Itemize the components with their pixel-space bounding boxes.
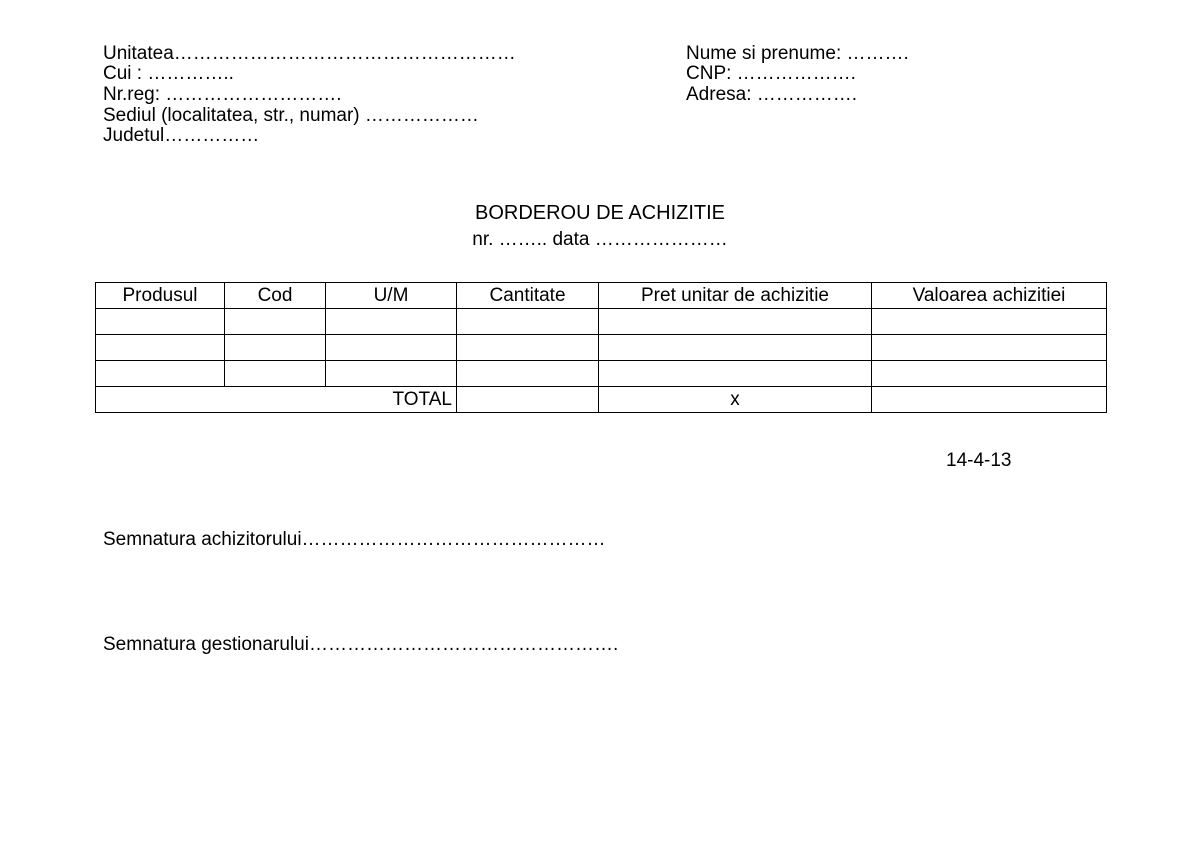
- acquisition-table: [95, 282, 1107, 413]
- reg-number-field: Nr.reg: ……………………….: [103, 84, 342, 105]
- column-header: Cod: [225, 283, 326, 309]
- table-cell: [599, 335, 872, 361]
- table-row: [96, 309, 1107, 335]
- table-cell: [326, 335, 457, 361]
- column-header: Produsul: [96, 283, 225, 309]
- table-cell: [96, 361, 225, 387]
- table-header-row: [96, 283, 1107, 309]
- table-row: [96, 361, 1107, 387]
- document-title: BORDEROU DE ACHIZITIE: [474, 202, 726, 224]
- table-cell: [872, 361, 1107, 387]
- form-code: 14-4-13: [946, 450, 1012, 471]
- table-cell: [326, 361, 457, 387]
- column-header: U/M: [326, 283, 457, 309]
- table-cell: [326, 309, 457, 335]
- table-cell: [457, 335, 599, 361]
- table-cell: [96, 309, 225, 335]
- total-value-cell: [872, 387, 1107, 413]
- unit-field: Unitatea………………………………………………: [103, 43, 516, 64]
- total-row: [96, 387, 1107, 413]
- headquarters-field: Sediul (localitatea, str., numar) ………………: [103, 105, 479, 126]
- cui-field: Cui : …………..: [103, 63, 234, 84]
- manager-signature-line: Semnatura gestionarului………………………………………….: [103, 634, 619, 655]
- table-cell: [225, 309, 326, 335]
- cnp-field: CNP: ……………….: [686, 63, 856, 84]
- total-label: TOTAL: [96, 387, 457, 413]
- full-name-field: Nume si prenume: ……….: [686, 43, 909, 64]
- total-price-mark: x: [599, 387, 872, 413]
- table-cell: [872, 335, 1107, 361]
- address-field: Adresa: …………….: [686, 84, 858, 105]
- column-header: Valoarea achizitiei: [872, 283, 1107, 309]
- total-quantity-cell: [457, 387, 599, 413]
- buyer-signature-line: Semnatura achizitorului…………………………………………: [103, 529, 606, 550]
- county-field: Judetul……………: [103, 125, 260, 146]
- table-row: [96, 335, 1107, 361]
- table-cell: [457, 361, 599, 387]
- table-cell: [872, 309, 1107, 335]
- table-cell: [457, 309, 599, 335]
- column-header: Pret unitar de achizitie: [599, 283, 872, 309]
- table-cell: [225, 361, 326, 387]
- table-cell: [599, 309, 872, 335]
- table-cell: [599, 361, 872, 387]
- table-cell: [96, 335, 225, 361]
- document-number-date: nr. …….. data …………………: [472, 229, 728, 250]
- table-cell: [225, 335, 326, 361]
- column-header: Cantitate: [457, 283, 599, 309]
